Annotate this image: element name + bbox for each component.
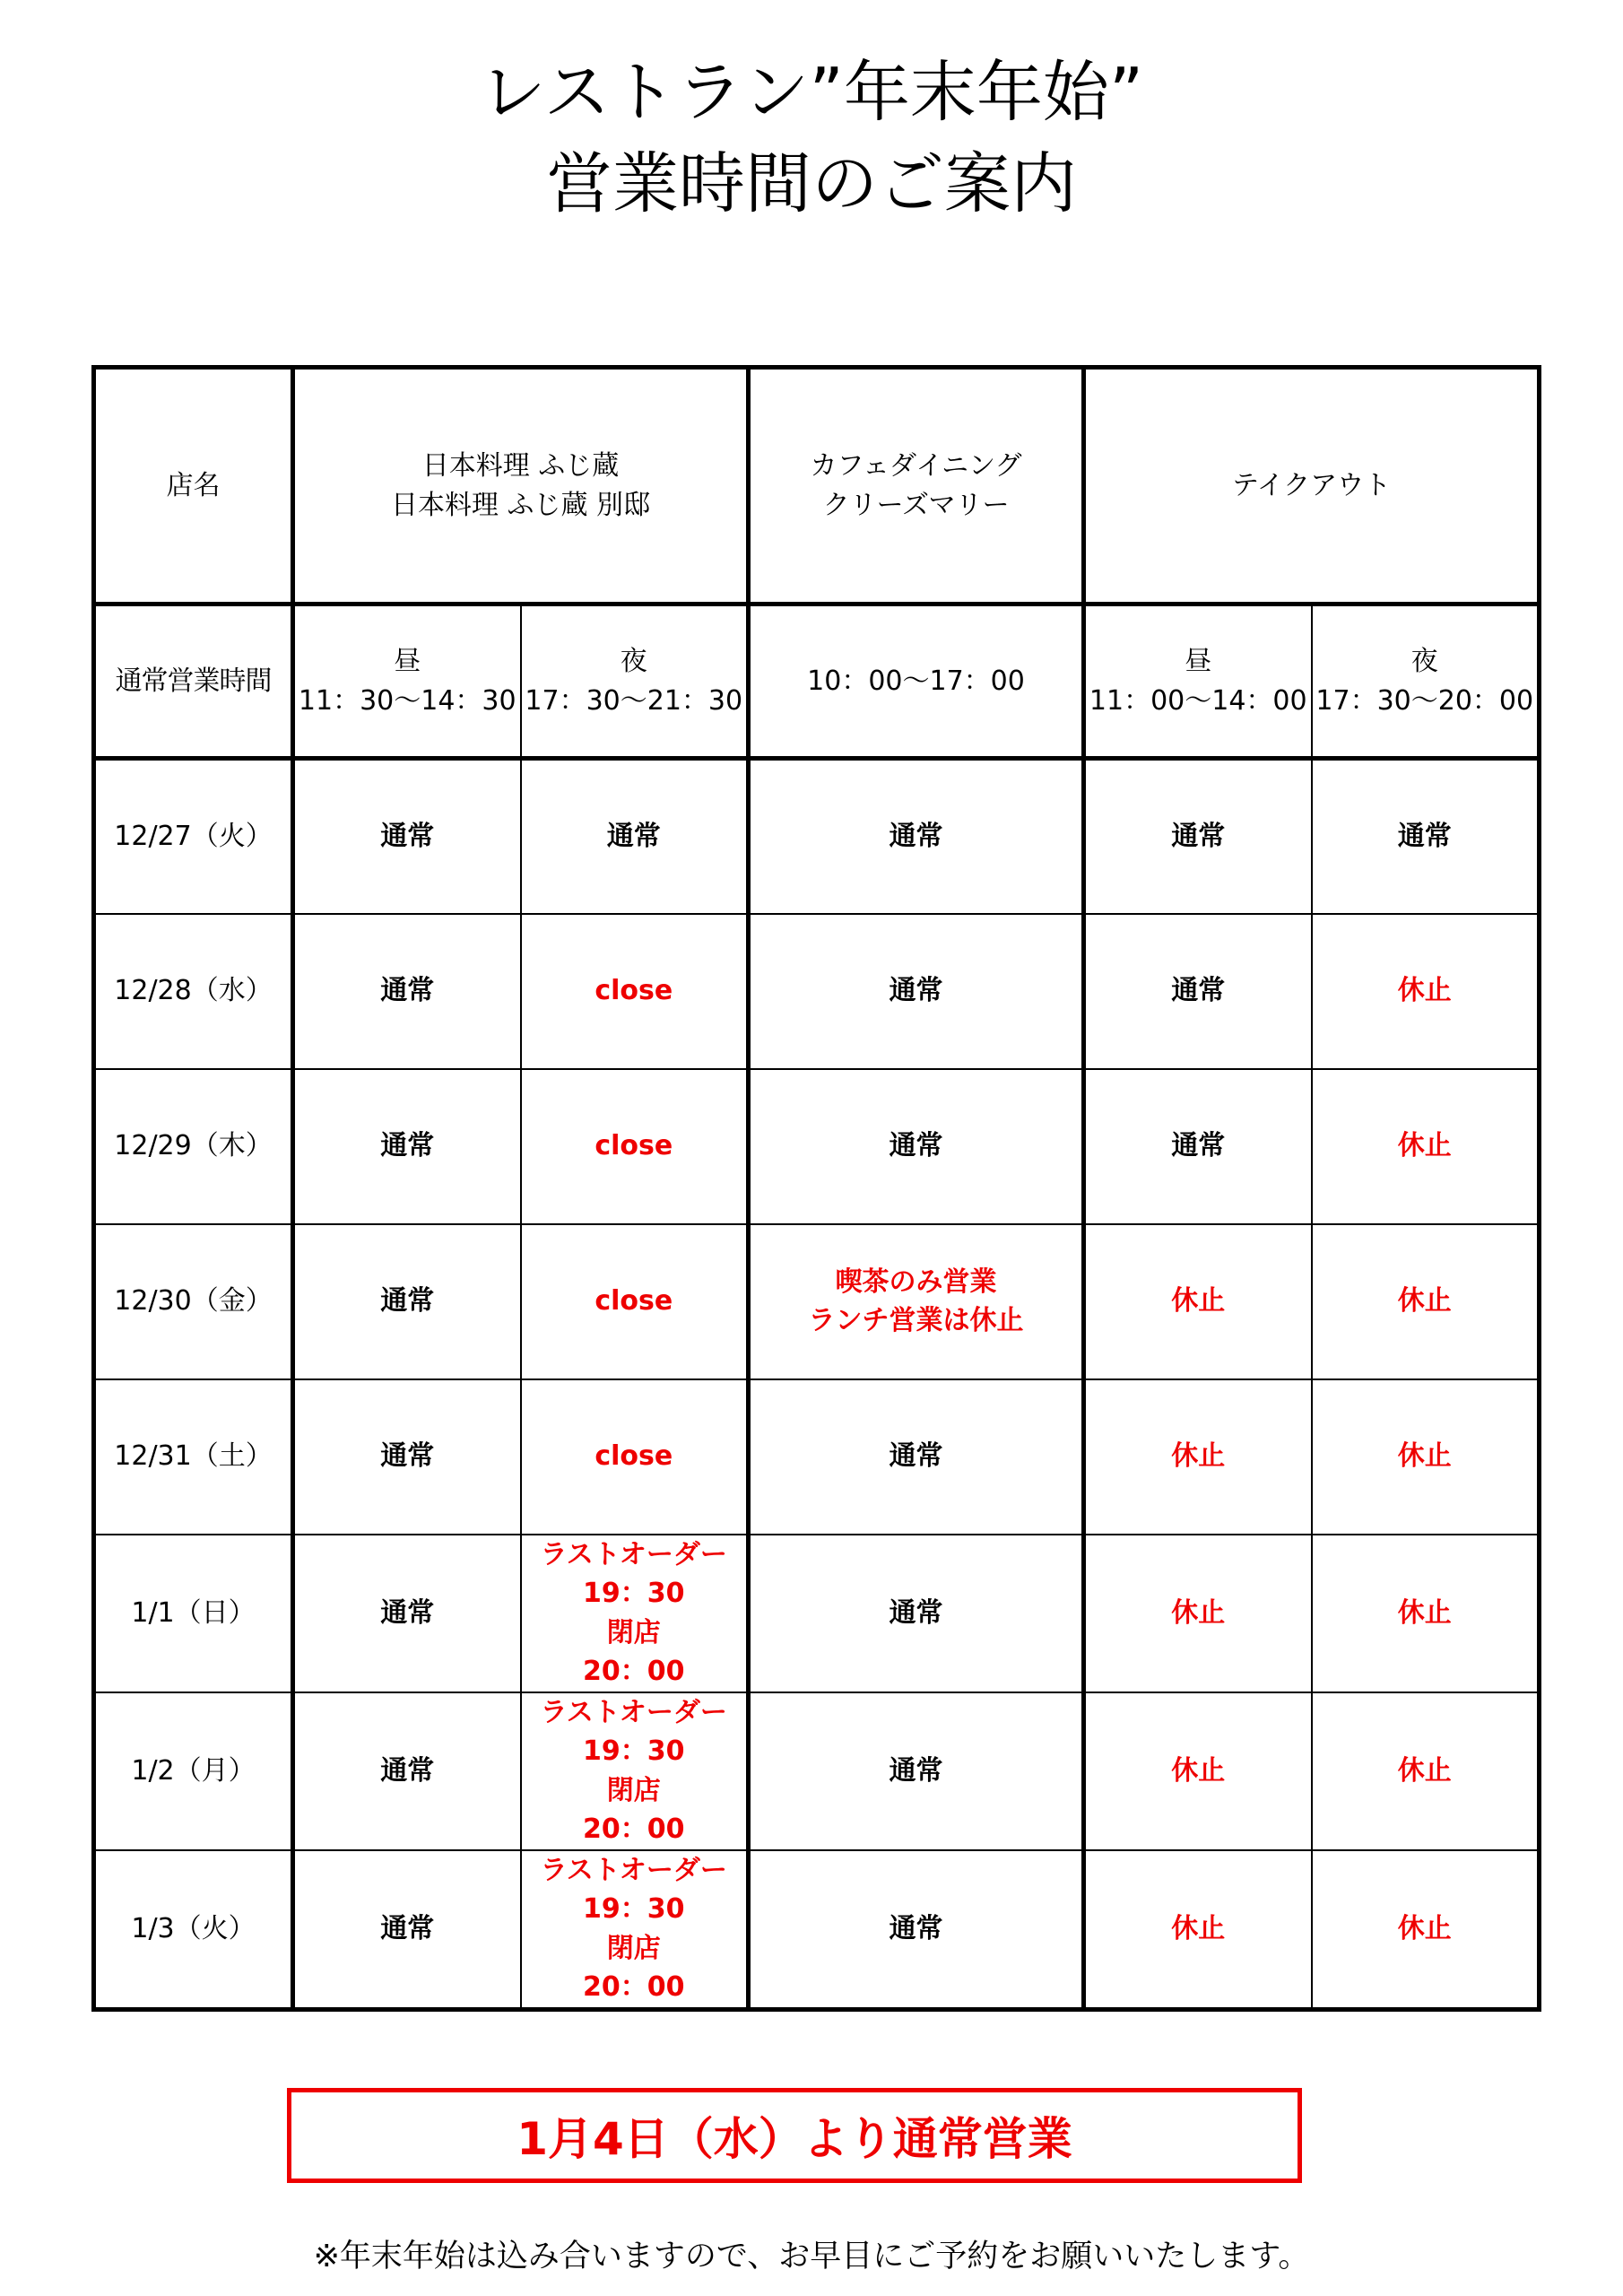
takeout-lunch-status: 休止 (1084, 1379, 1312, 1535)
row-date: 12/27（火） (94, 759, 293, 914)
row-date: 1/3（火） (94, 1850, 293, 2010)
takeout-dinner-status: 休止 (1312, 1069, 1540, 1224)
takeout-lunch-status: 通常 (1084, 1069, 1312, 1224)
row-date: 12/30（金） (94, 1224, 293, 1379)
row-date: 12/31（土） (94, 1379, 293, 1535)
last-order-label: ラストオーダー (540, 1854, 727, 1886)
fujikura-lunch-status: 通常 (293, 759, 521, 914)
takeout-dinner-label: 夜 (1410, 646, 1438, 677)
last-order-time: 19：30 (583, 1735, 685, 1767)
fujikura-dinner-status: 通常 (521, 759, 749, 914)
header-fujikura-line2: 日本料理 ふじ蔵 別邸 (390, 489, 651, 521)
cafe-status: 通常 (749, 1379, 1084, 1535)
last-order-time: 19：30 (583, 1578, 685, 1609)
cafe-status: 通常 (749, 1535, 1084, 1692)
fujikura-lunch-status: 通常 (293, 914, 521, 1069)
fujikura-lunch-label: 昼 (394, 646, 421, 677)
takeout-dinner-status: 休止 (1312, 1850, 1540, 2010)
fujikura-dinner-status: close (521, 1379, 749, 1535)
title-line-2: 営業時間のご案内 (546, 145, 1077, 222)
fujikura-dinner-status (521, 1535, 749, 1692)
takeout-dinner-status: 休止 (1312, 1224, 1540, 1379)
closing-time: 20：00 (583, 1656, 685, 1687)
takeout-dinner-status: 休止 (1312, 914, 1540, 1069)
fujikura-dinner-status (521, 1850, 749, 2010)
takeout-dinner-status: 休止 (1312, 1692, 1540, 1850)
takeout-lunch-status: 休止 (1084, 1692, 1312, 1850)
takeout-lunch-status: 休止 (1084, 1224, 1312, 1379)
closing-label: 閉店 (606, 1932, 661, 1964)
table-row (94, 1069, 1540, 1224)
takeout-dinner-hours (1312, 604, 1540, 759)
fujikura-lunch-status: 通常 (293, 1850, 521, 2010)
fujikura-dinner-status: close (521, 914, 749, 1069)
takeout-lunch-label: 昼 (1185, 646, 1212, 677)
takeout-lunch-status: 通常 (1084, 914, 1312, 1069)
last-order-label: ラストオーダー (540, 1538, 727, 1570)
header-fujikura (293, 368, 749, 604)
cafe-status-line2: ランチ営業は休止 (808, 1305, 1024, 1336)
takeout-lunch-status: 休止 (1084, 1535, 1312, 1692)
store-label: 店名 (94, 368, 293, 604)
fujikura-lunch-status: 通常 (293, 1535, 521, 1692)
closing-label: 閉店 (606, 1616, 661, 1648)
table-row (94, 1379, 1540, 1535)
resume-notice: 1月4日（水）より通常営業 (287, 2088, 1302, 2183)
fujikura-dinner-time: 17：30〜21：30 (525, 684, 743, 717)
table-row (94, 1850, 1540, 2010)
takeout-lunch-status: 休止 (1084, 1850, 1312, 2010)
fujikura-lunch-time: 11：30〜14：30 (298, 684, 516, 717)
takeout-dinner-status: 休止 (1312, 1379, 1540, 1535)
fujikura-dinner-hours (521, 604, 749, 759)
fujikura-dinner-status (521, 1692, 749, 1850)
footnote: ※年末年始は込み合いますので、お早目にご予約をお願いいたします。 (313, 2239, 1310, 2274)
header-cafe (749, 368, 1084, 604)
header-row-hours (94, 604, 1540, 759)
header-fujikura-line1: 日本料理 ふじ蔵 (421, 450, 620, 482)
cafe-status (749, 1224, 1084, 1379)
cafe-status: 通常 (749, 1692, 1084, 1850)
header-takeout: テイクアウト (1084, 368, 1540, 604)
title-line-1: レストラン”年末年始” (479, 54, 1144, 131)
cafe-status-line1: 喫茶のみ営業 (835, 1265, 997, 1298)
takeout-lunch-hours (1084, 604, 1312, 759)
row-date: 1/1（日） (94, 1535, 293, 1692)
cafe-hours: 10：00〜17：00 (749, 604, 1084, 759)
takeout-dinner-status: 休止 (1312, 1535, 1540, 1692)
table-row (94, 1224, 1540, 1379)
cafe-status: 通常 (749, 914, 1084, 1069)
header-cafe-line1: カフェダイニング (810, 450, 1022, 482)
header-cafe-line2: クリーズマリー (822, 489, 1010, 521)
cafe-status: 通常 (749, 759, 1084, 914)
takeout-lunch-time: 11：00〜14：00 (1089, 684, 1307, 717)
row-date: 12/28（水） (94, 914, 293, 1069)
table-row (94, 1535, 1540, 1692)
takeout-dinner-status: 通常 (1312, 759, 1540, 914)
fujikura-lunch-hours (293, 604, 521, 759)
table-row (94, 914, 1540, 1069)
fujikura-lunch-status: 通常 (293, 1069, 521, 1224)
fujikura-lunch-status: 通常 (293, 1379, 521, 1535)
closing-time: 20：00 (583, 1971, 685, 2003)
fujikura-dinner-label: 夜 (620, 646, 647, 677)
fujikura-lunch-status: 通常 (293, 1224, 521, 1379)
fujikura-lunch-status: 通常 (293, 1692, 521, 1850)
last-order-label: ラストオーダー (540, 1696, 727, 1728)
header-row-stores (94, 368, 1540, 604)
cafe-status: 通常 (749, 1850, 1084, 2010)
fujikura-dinner-status: close (521, 1224, 749, 1379)
table-row (94, 1692, 1540, 1850)
closing-time: 20：00 (583, 1813, 685, 1845)
cafe-status: 通常 (749, 1069, 1084, 1224)
regular-hours-label: 通常営業時間 (94, 604, 293, 759)
last-order-time: 19：30 (583, 1893, 685, 1925)
closing-label: 閉店 (606, 1774, 661, 1806)
takeout-dinner-time: 17：30〜20：00 (1315, 684, 1534, 717)
row-date: 12/29（木） (94, 1069, 293, 1224)
takeout-lunch-status: 通常 (1084, 759, 1312, 914)
row-date: 1/2（月） (94, 1692, 293, 1850)
schedule-table (91, 365, 1541, 2012)
fujikura-dinner-status: close (521, 1069, 749, 1224)
table-row (94, 759, 1540, 914)
